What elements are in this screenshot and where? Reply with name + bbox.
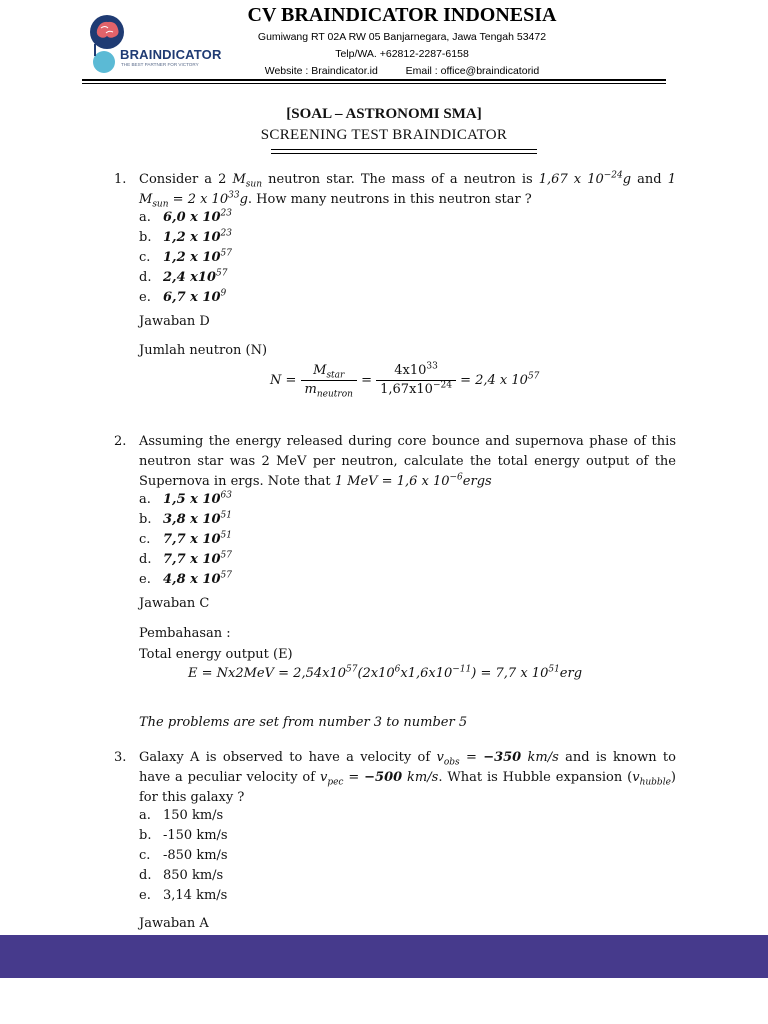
question-3 (114, 748, 676, 908)
option-c[interactable]: c. 1,2 x $10^{57}$ (139, 248, 232, 265)
option-c[interactable]: c. -850 km/s (139, 848, 228, 863)
question-number: 2. (114, 434, 127, 449)
question-2 (114, 432, 676, 592)
option-d[interactable]: d. 2,4 $x10^{57}$ (139, 268, 228, 285)
question-number: 1. (114, 172, 127, 187)
footer-bar (0, 935, 768, 978)
option-e[interactable]: e. 6,7 x $10^9$ (139, 288, 227, 305)
option-d[interactable]: d. 850 km/s (139, 868, 224, 883)
options-list (139, 806, 228, 906)
explanation-2-line: Total energy output (E) (139, 647, 293, 662)
answer-2: Jawaban C (139, 596, 210, 611)
document-title (0, 106, 768, 144)
company-phone: Telp/WA. +62812-2287-6158 (335, 48, 469, 60)
logo-text: BRAINDICATOR (120, 47, 222, 62)
company-email: Email : office@braindicatorid (405, 65, 540, 77)
question-1 (114, 170, 676, 304)
header-rule (82, 79, 666, 81)
logo-tagline: THE BEST PARTNER FOR VICTORY (121, 62, 199, 67)
header-rule-thin (82, 83, 666, 84)
letterhead (0, 0, 768, 84)
title-rule (271, 149, 537, 150)
equation-energy-output: $E = Nx2MeV = 2,54x10^{57}(2x10^6x1,6x10^{-11}) = 7,7$ x $10^{51}erg$ (188, 664, 583, 681)
option-b[interactable]: b. 3,8 x $10^{51}$ (139, 510, 232, 527)
question-text: Assuming the energy released during core bounce and supernova phase of this neutron star was 2 MeV per neutron, calculate the total energy output of the Supernova in ergs. Note that 1 MeV = 1,6 x $10^{-6}ergs$ (139, 434, 676, 489)
title-rule-2 (271, 153, 537, 154)
explanation-1: Jumlah neutron (N) (139, 343, 268, 358)
instruction-note: The problems are set from number 3 to number 5 (139, 715, 468, 730)
title-line-2: SCREENING TEST BRAINDICATOR (260, 127, 508, 143)
answer-1: Jawaban D (139, 314, 210, 329)
company-address: Gumiwang RT 02A RW 05 Banjarnegara, Jawa Tengah 53472 (257, 31, 547, 43)
options-list (139, 490, 232, 590)
option-b[interactable]: b. 1,2 x $10^{23}$ (139, 228, 232, 245)
option-a[interactable]: a. 6,0 x $10^{23}$ (139, 208, 232, 225)
company-contacts (200, 65, 604, 77)
option-a[interactable]: a. 1,5 x $10^{63}$ (139, 490, 232, 507)
option-d[interactable]: d. 7,7 x $10^{57}$ (139, 550, 232, 567)
option-e[interactable]: e. 4,8 x $10^{57}$ (139, 570, 232, 587)
explanation-2-title: Pembahasan : (139, 626, 231, 641)
option-e[interactable]: e. 3,14 km/s (139, 888, 228, 903)
company-name: CV BRAINDICATOR INDONESIA (247, 4, 557, 26)
option-b[interactable]: b. -150 km/s (139, 828, 228, 843)
question-number: 3. (114, 750, 127, 765)
question-text: Galaxy A is observed to have a velocity of $v_{obs} = -350$ km/s and is known to have a peculiar velocity of $v_{pec} = -500$ km/s. What is Hubble expansion $(v_{hubble})$ for this galaxy ? (139, 750, 676, 805)
title-line-1: [SOAL – ASTRONOMI SMA] (286, 106, 482, 122)
answer-3: Jawaban A (139, 916, 209, 931)
option-c[interactable]: c. 7,7 x $10^{51}$ (139, 530, 232, 547)
company-website: Website : Braindicator.id (264, 65, 378, 77)
option-a[interactable]: a. 150 km/s (139, 808, 224, 823)
question-text: Consider a 2 $M_{sun}$ neutron star. The mass of a neutron is 1,67 x $10^{-24}g$ and 1 $M_{sun} = 2$ x $10^{33}g$. How many neutrons in this neutron star ? (139, 170, 676, 210)
equation-neutron-count: N = $\frac{M_{star}}{m_{neutron}}$ = $\frac{4x10^{33}}{1,67x10^{-24}}$ = 2,4 x $10^{57}$ (270, 361, 540, 400)
options-list (139, 208, 232, 308)
